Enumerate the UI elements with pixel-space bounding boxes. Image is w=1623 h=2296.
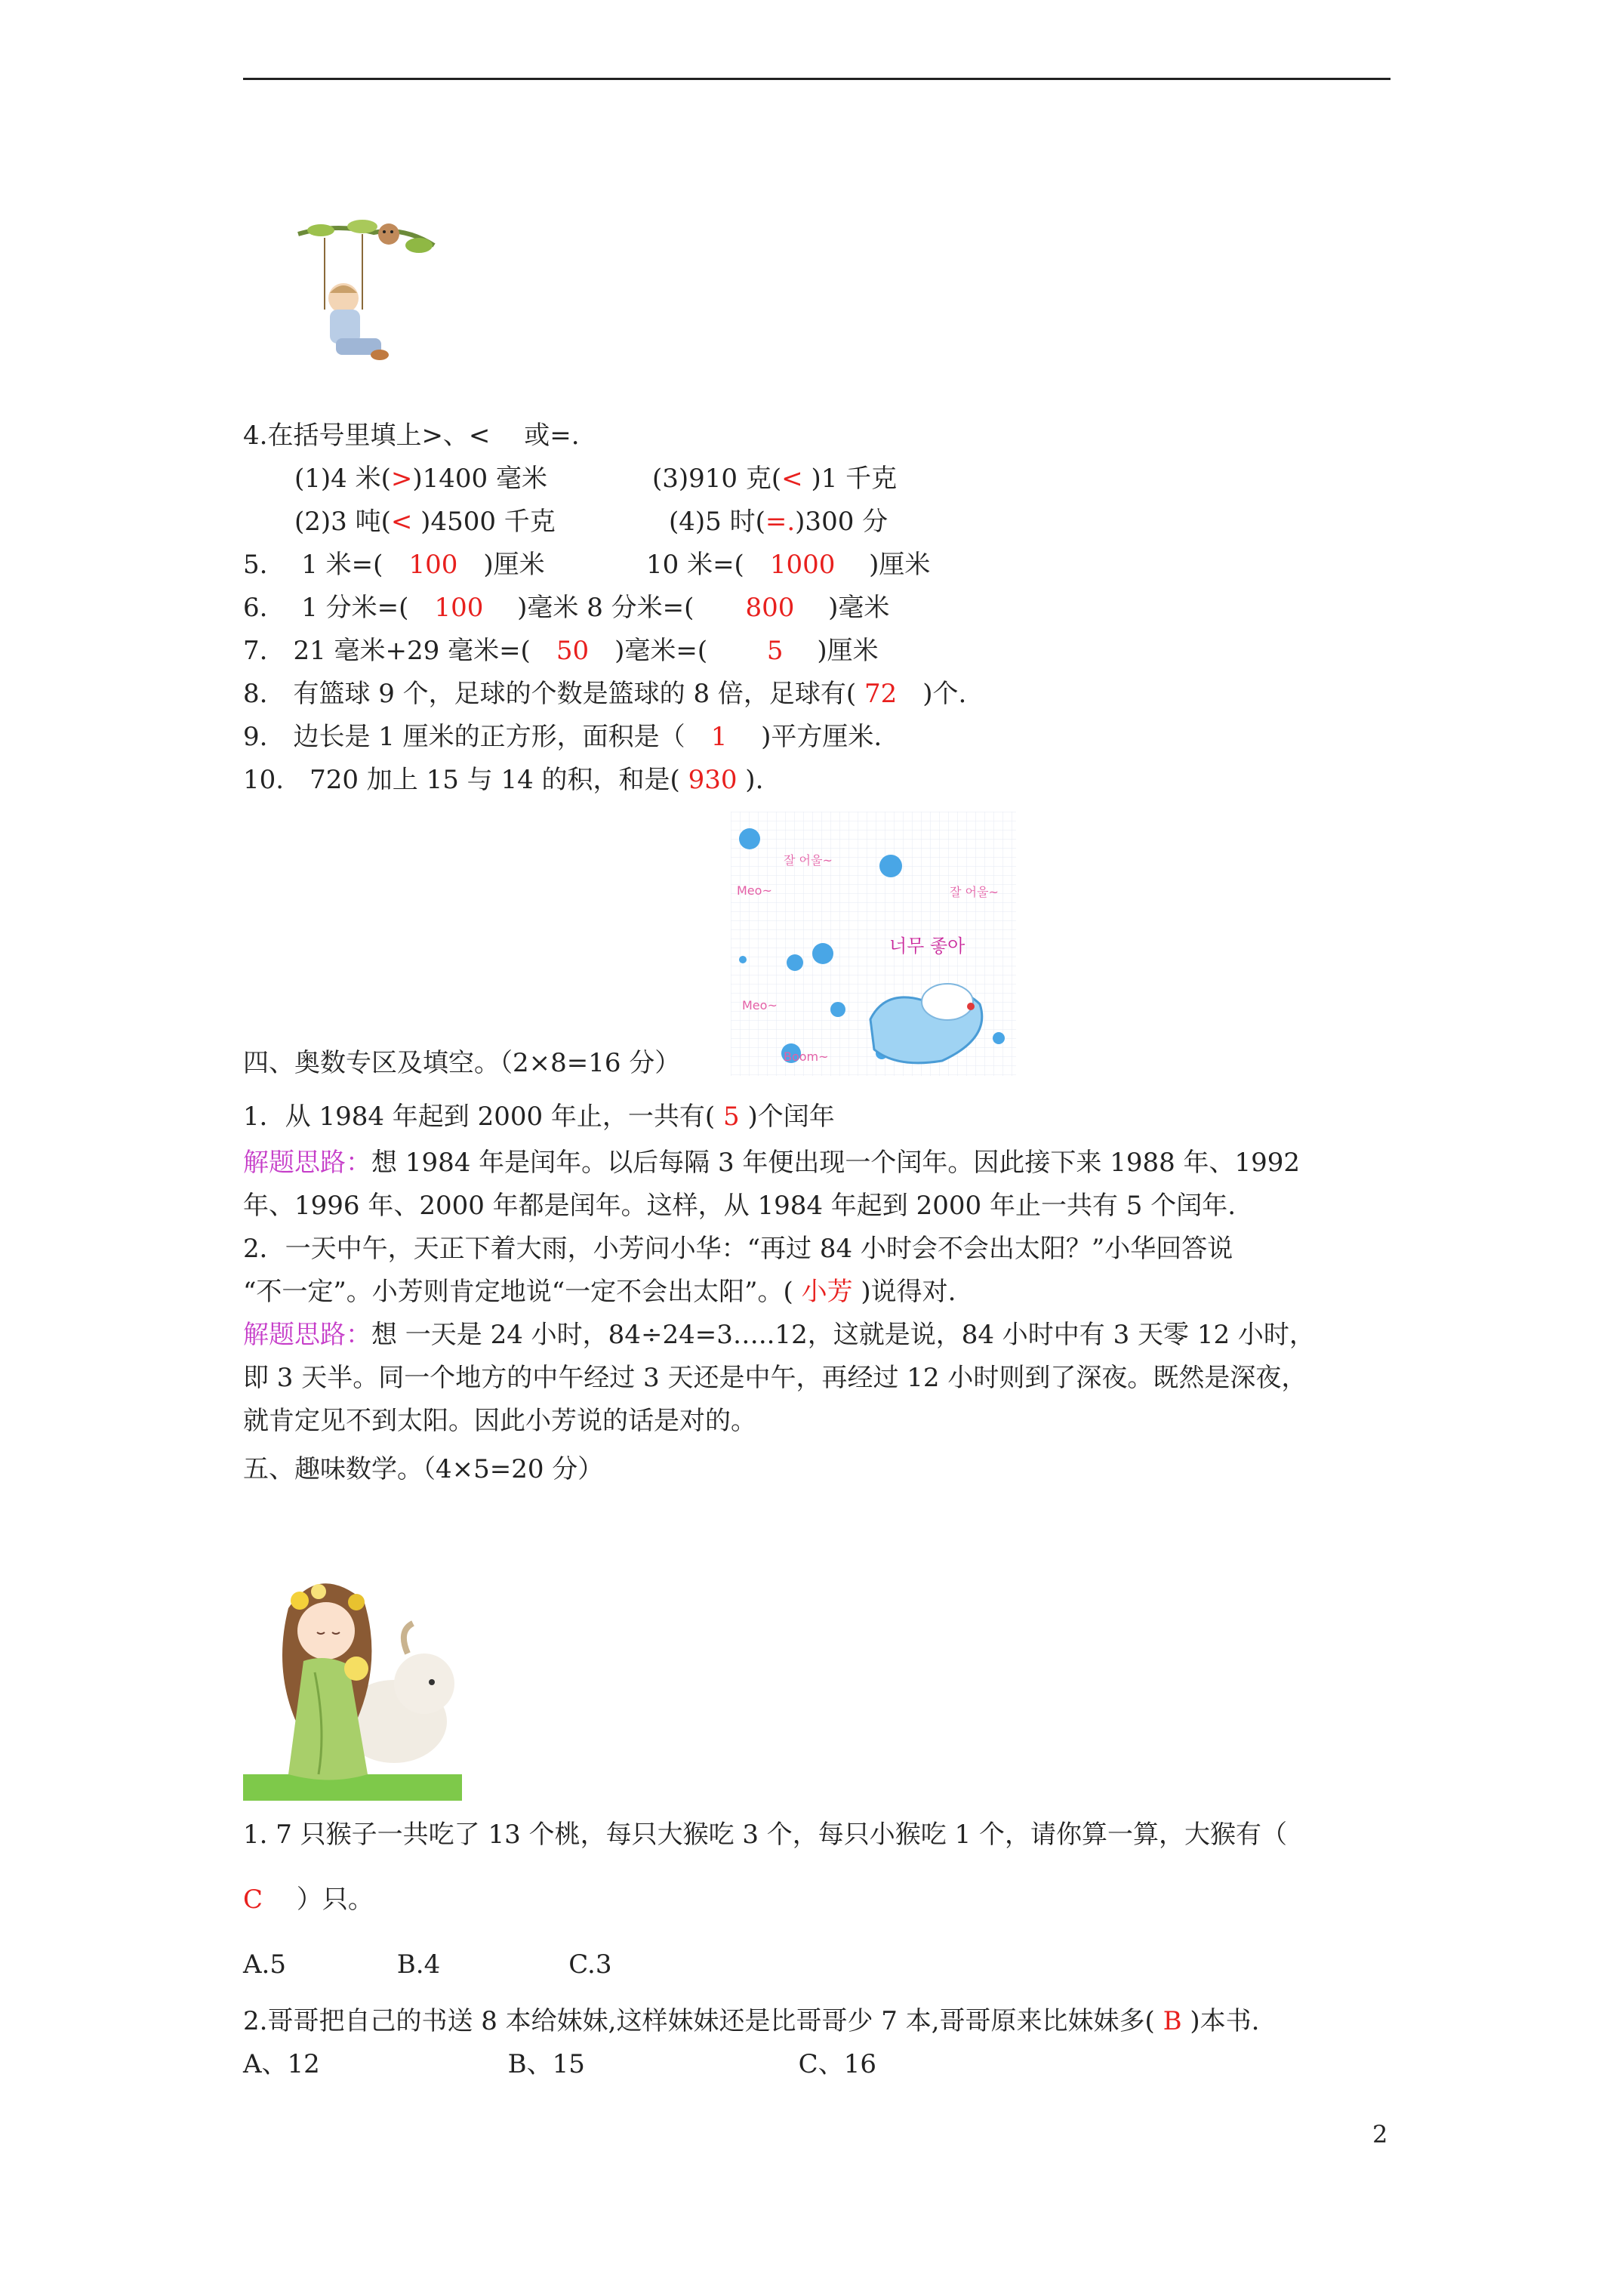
- answer: <: [390, 507, 413, 537]
- answer: 5: [766, 636, 784, 666]
- answer: 1: [710, 722, 728, 752]
- question-10: 10. 720 加上 15 与 14 的积，和是( 930 ).: [243, 765, 764, 795]
- section-5-q1-line-1: 1. 7 只猴子一共吃了 13 个桃，每只大猴吃 3 个，每只小猴吃 1 个，请你算一算，大猴有（: [243, 1820, 1288, 1850]
- question-4-item-3: (3)910 克(< )1 千克: [652, 464, 898, 494]
- answer: B: [1154, 2006, 1190, 2036]
- sticker-text: 잘 어울~: [784, 853, 833, 868]
- solution-1-line-1: 解题思路：想 1984 年是闰年。以后每隔 3 年便出现一个闰年。因此接下来 1988 年、1992: [243, 1148, 1301, 1178]
- question-7: 7. 21 毫米+29 毫米=( 50 )毫米=( 5 )厘米: [243, 636, 879, 666]
- answer: <: [781, 464, 803, 494]
- solution-2-line-3: 就肯定见不到太阳。因此小芳说的话是对的。: [243, 1406, 756, 1436]
- section-5-title: 五、趣味数学。（4×5=20 分）: [243, 1454, 604, 1484]
- section-5-q2-options: A、12 B、15 C、16: [243, 2049, 876, 2079]
- solution-label: 解题思路：: [243, 1320, 371, 1350]
- answer: C: [243, 1885, 263, 1915]
- section-5-q1-line-2: C ）只。: [243, 1885, 374, 1915]
- sticker-text: Boom~: [784, 1049, 829, 1064]
- section-4-title: 四、奥数专区及填空。（2×8=16 分）: [243, 1048, 681, 1078]
- answer: 100: [408, 550, 458, 580]
- question-4-title: 4.在括号里填上>、< 或=.: [243, 421, 580, 451]
- answer: 930: [679, 765, 738, 795]
- page-number: 2: [1372, 2120, 1388, 2149]
- answer: >: [390, 464, 413, 494]
- question-6: 6. 1 分米=( 100 )毫米 8 分米=( 800 )毫米: [243, 593, 890, 623]
- section-4-q1: 1．从 1984 年起到 2000 年止，一共有( 5 )个闰年: [243, 1102, 835, 1132]
- question-4-item-1: (1)4 米(>)1400 毫米: [294, 464, 547, 494]
- question-5: 5. 1 米=( 100 )厘米: [243, 550, 545, 580]
- section-5-q1-options: A.5 B.4 C.3: [243, 1949, 612, 1980]
- answer: 5: [715, 1102, 748, 1132]
- solution-1-line-2: 年、1996 年、2000 年都是闰年。这样，从 1984 年起到 2000 年止一共有 5 个闰年.: [243, 1191, 1236, 1221]
- section-5-q2: 2.哥哥把自己的书送 8 本给妹妹,这样妹妹还是比哥哥少 7 本,哥哥原来比妹妹多( B )本书.: [243, 2006, 1260, 2036]
- sticker-text: 잘 어울~: [950, 885, 999, 899]
- section-4-q2-line-1: 2．一天中午，天正下着大雨，小芳问小华：“再过 84 小时会不会出太阳？”小华回答说: [243, 1234, 1233, 1264]
- question-8: 8. 有篮球 9 个，足球的个数是篮球的 8 倍，足球有( 72 )个.: [243, 679, 967, 709]
- question-4-item-2: (2)3 吨(< )4500 千克: [294, 507, 556, 537]
- answer: 72: [856, 679, 898, 709]
- question-4-item-4: (4)5 时(=.)300 分: [669, 507, 888, 537]
- answer: 50: [556, 636, 590, 666]
- section-4-q2-line-2: “不一定”。小芳则肯定地说“一定不会出太阳”。( 小芳 )说得对.: [243, 1277, 956, 1307]
- answer: 800: [745, 593, 795, 623]
- question-9: 9. 边长是 1 厘米的正方形，面积是（ 1 )平方厘米.: [243, 722, 882, 752]
- answer: 小芳: [793, 1277, 861, 1307]
- sticker-text: Meo~: [742, 998, 778, 1012]
- answer: 100: [434, 593, 484, 623]
- answer: 1000: [769, 550, 836, 580]
- question-5b: 10 米=( 1000 )厘米: [646, 550, 931, 580]
- sticker-text: Meo~: [737, 883, 772, 898]
- solution-2-line-2: 即 3 天半。同一个地方的中午经过 3 天还是中午，再经过 12 小时则到了深夜。既然是深夜，: [243, 1363, 1307, 1393]
- sticker-text: 너무 좋아: [889, 935, 965, 957]
- solution-label: 解题思路：: [243, 1148, 371, 1178]
- header-rule: [243, 78, 1390, 80]
- swing-child-illustration: [291, 211, 442, 370]
- flower-heart-sticker: [731, 812, 1016, 1076]
- girl-with-goat-illustration: [243, 1548, 462, 1801]
- solution-2-line-1: 解题思路：想 一天是 24 小时，84÷24=3…..12，这就是说，84 小时中有 3 天零 12 小时，: [243, 1320, 1315, 1350]
- answer: =.: [765, 507, 796, 537]
